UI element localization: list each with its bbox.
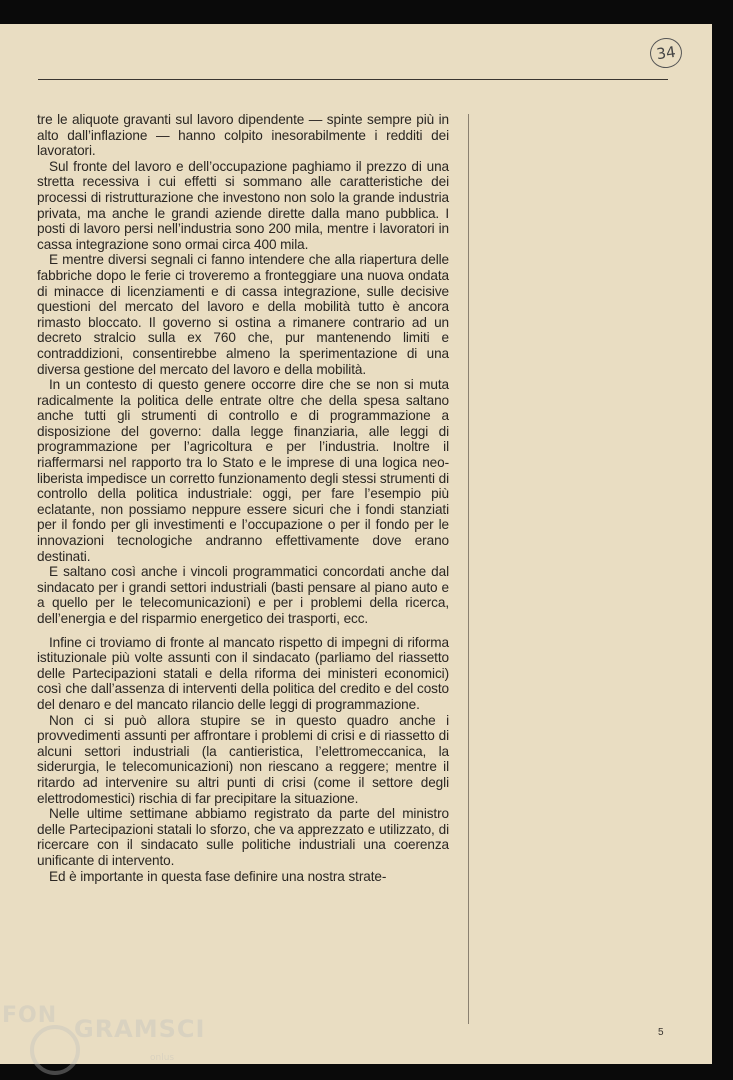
page-sheet <box>0 24 712 1064</box>
article-body <box>37 112 449 884</box>
paragraph-9: Ed è importante in questa fase definire una nostra strate- <box>49 868 387 884</box>
watermark-sub: onlus <box>150 1053 175 1063</box>
paragraph-8: Nelle ultime settimane abbiamo registrato da parte del ministro delle Partecipazioni statali lo sforzo, che va apprezzato e utilizzato, di ricercare con il sindacato sulle politiche industriali una coerenza unificante di intervento. <box>37 806 449 868</box>
paragraph-3: E mentre diversi segnali ci fanno intendere che alla riapertura delle fabbriche dopo le ferie ci troveremo a fronteggiare una nuova ondata di minacce di licenziamenti e di cassa integrazione, sulle decisive questioni del mercato del lavoro e della mobilità tutto è ancora rimasto bloccato. Il governo si ostina a rimanere contrario ad un decreto stralcio sulla ex 760 che, pur mantenendo limiti e contraddizioni, consentirebbe almeno la sperimentazione di una diversa gestione del mercato del lavoro e della mobilità. <box>37 252 449 377</box>
watermark-prefix: FON <box>2 1003 58 1028</box>
paragraph-1: tre le aliquote gravanti sul lavoro dipendente — spinte sempre più in alto dall’inflazione — hanno colpito inesorabilmente i redditi dei lavoratori. <box>37 112 449 159</box>
watermark-name: GRAMSCI <box>74 1015 206 1043</box>
paragraph-2: Sul fronte del lavoro e dell’occupazione paghiamo il prezzo di una stretta recessiva i cui effetti si sommano alle caratteristiche dei processi di ristrutturazione che investono non solo la grande industria privata, ma anche le grandi aziende dirette dalla mano pubblica. I posti di lavoro persi nell’industria sono 200 mila, mentre i lavoratori in cassa integrazione sono ormai circa 400 mila. <box>37 158 449 252</box>
paragraph-6: Infine ci troviamo di fronte al mancato rispetto di impegni di riforma istituzionale più volte assunti con il sindacato (parliamo del riassetto delle Partecipazioni statali e della riforma dei ministeri economici) così che dall’assenza di interventi della politica del credito e del costo del denaro e del mancato rilancio delle leggi di programmazione. <box>37 634 449 712</box>
paragraph-4: In un contesto di questo genere occorre dire che se non si muta radicalmente la politica delle entrate oltre che della spesa saltano anche tutti gli strumenti di controllo e di programmazione a disposizione del governo: dalla legge finanziaria, alle leggi di programmazione per l’agricoltura e per l’industria. Inoltre il riaffermarsi nel rapporto tra lo Stato e le imprese di una logica neo-liberista impedisce un corretto funzionamento degli stessi strumenti di controllo della politica industriale: oggi, per fare l’esempio più eclatante, non possiamo neppure essere sicuri che i fondi stanziati per il fondo per gli investimenti e l’occupazione o per il fondo per le innovazioni tecnologiche andranno effettivamente dove erano destinati. <box>37 377 449 564</box>
header-rule <box>38 79 668 80</box>
column-rule <box>468 114 469 1024</box>
watermark-logo <box>0 995 206 1080</box>
watermark-g-icon <box>30 1025 80 1075</box>
paragraph-7: Non ci si può allora stupire se in questo quadro anche i provvedimenti assunti per affrontare i problemi di crisi e di riassetto di alcuni settori industriali (la cantieristica, l’elettromeccanica, la siderurgia, le telecomunicazioni) non riescano a reggere; mentre il ritardo ad intervenire su altri punti di crisi (come il settore degli elettrodomestici) rischia di far precipitare la situazione. <box>37 712 449 806</box>
handwritten-folio-number: 34 <box>648 36 684 70</box>
page-number: 5 <box>658 1027 664 1038</box>
paragraph-5: E saltano così anche i vincoli programmatici concordati anche dal sindacato per i grandi settori industriali (basti pensare al piano auto e a quello per le telecomunicazioni) e per i problemi della ricerca, dell’energia e del risparmio energetico dei trasporti, ecc. <box>37 564 449 626</box>
